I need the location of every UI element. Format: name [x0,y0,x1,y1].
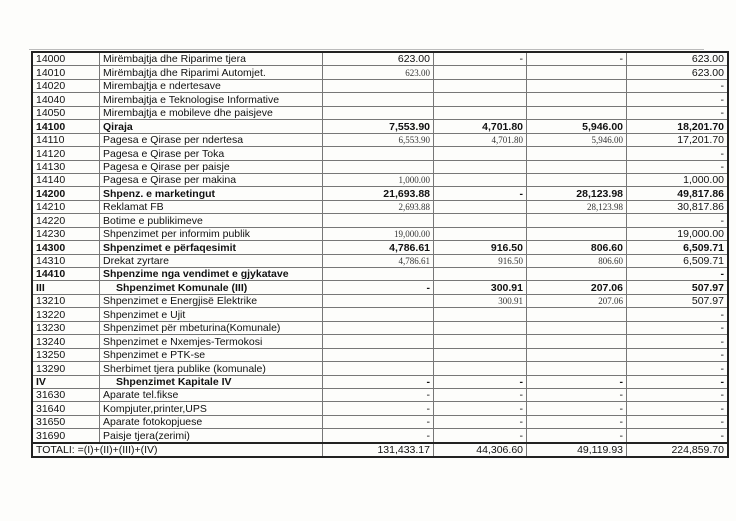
account-description: Shpenzime nga vendimet e gjykatave [100,268,323,281]
account-description: Shpenzimet e Ujit [100,308,323,321]
amount-col-3 [527,160,627,173]
account-description: Qiraja [100,120,323,133]
account-description: Sherbimet tjera publike (komunale) [100,362,323,375]
account-code: 14050 [32,106,100,119]
amount-col-1 [323,106,434,119]
account-code: 13290 [32,362,100,375]
amount-col-1 [323,362,434,375]
amount-col-3: 207.06 [527,281,627,294]
amount-col-1: 19,000.00 [323,227,434,240]
account-description: Shpenzimet Komunale (III) [100,281,323,294]
amount-col-2: - [434,402,527,415]
account-code: 13240 [32,335,100,348]
row-total: - [627,79,729,92]
amount-col-2 [434,93,527,106]
account-description: Shpenzimet e përfaqesimit [100,241,323,254]
amount-col-3: - [527,402,627,415]
amount-col-1 [323,147,434,160]
account-code: 13250 [32,348,100,361]
row-total: - [627,268,729,281]
account-description: Pagesa e Qirase per makina [100,173,323,186]
amount-col-2 [434,335,527,348]
amount-col-2: - [434,388,527,401]
table-row [32,281,728,294]
row-total: - [627,388,729,401]
account-code: IV [32,375,100,388]
account-code: 14110 [32,133,100,146]
total-label: TOTALI: =(I)+(II)+(III)+(IV) [32,443,323,457]
account-description: Aparate tel.fikse [100,388,323,401]
amount-col-2: 4,701.80 [434,120,527,133]
amount-col-2 [434,308,527,321]
account-code: 14140 [32,173,100,186]
account-description: Paisje tjera(zerimi) [100,429,323,443]
account-code: 14040 [32,93,100,106]
amount-col-2 [434,200,527,213]
account-code: 13210 [32,294,100,307]
table-row [32,214,728,227]
amount-col-2 [434,362,527,375]
row-total: 19,000.00 [627,227,729,240]
amount-col-2: 4,701.80 [434,133,527,146]
account-code: 31630 [32,388,100,401]
amount-col-3 [527,66,627,79]
table-row [32,79,728,92]
row-total: - [627,335,729,348]
table-row [32,173,728,186]
amount-col-1 [323,348,434,361]
account-code: 13230 [32,321,100,334]
amount-col-3 [527,335,627,348]
amount-col-3 [527,79,627,92]
amount-col-1 [323,294,434,307]
table-row [32,415,728,428]
amount-col-3 [527,227,627,240]
amount-col-2: 300.91 [434,281,527,294]
row-total: - [627,308,729,321]
account-code: 14220 [32,214,100,227]
account-description: Shpenzimet e Energjisë Elektrike [100,294,323,307]
amount-col-2 [434,214,527,227]
table-row [32,200,728,213]
amount-col-3: - [527,415,627,428]
row-total: - [627,429,729,443]
account-description: Pagesa e Qirase per Toka [100,147,323,160]
row-total: 507.97 [627,281,729,294]
amount-col-3 [527,173,627,186]
amount-col-1: 2,693.88 [323,200,434,213]
amount-col-2: - [434,187,527,200]
amount-col-3 [527,321,627,334]
account-code: 13220 [32,308,100,321]
amount-col-2 [434,106,527,119]
amount-col-3: 806.60 [527,241,627,254]
account-code: III [32,281,100,294]
amount-col-2 [434,160,527,173]
amount-col-1: - [323,415,434,428]
amount-col-3: - [527,52,627,66]
table-row [32,268,728,281]
table-row [32,66,728,79]
amount-col-2 [434,348,527,361]
amount-col-1: - [323,402,434,415]
account-description: Reklamat FB [100,200,323,213]
row-total: - [627,362,729,375]
table-row [32,362,728,375]
row-total: - [627,321,729,334]
row-total: - [627,348,729,361]
table-row [32,308,728,321]
account-code: 14000 [32,52,100,66]
table-row [32,52,728,66]
account-description: Kompjuter,printer,UPS [100,402,323,415]
row-total: - [627,402,729,415]
top-rule [29,49,704,50]
row-total: 30,817.86 [627,200,729,213]
row-total: - [627,214,729,227]
row-total: - [627,415,729,428]
amount-col-3 [527,147,627,160]
amount-col-3: 49,119.93 [527,443,627,457]
account-description: Shpenzimet e Nxemjes-Termokosi [100,335,323,348]
budget-expense-table [31,51,729,458]
table-row [32,429,728,443]
account-description: Mirembajtja e ndertesave [100,79,323,92]
row-total: 507.97 [627,294,729,307]
budget-table-body [32,52,728,457]
amount-col-1 [323,268,434,281]
amount-col-1 [323,79,434,92]
amount-col-1 [323,308,434,321]
account-code: 14210 [32,200,100,213]
amount-col-3: 5,946.00 [527,133,627,146]
amount-col-1: 4,786.61 [323,254,434,267]
account-description: Drekat zyrtare [100,254,323,267]
row-total: - [627,106,729,119]
amount-col-2: - [434,52,527,66]
amount-col-1 [323,335,434,348]
amount-col-1: 4,786.61 [323,241,434,254]
account-code: 31650 [32,415,100,428]
account-code: 14010 [32,66,100,79]
amount-col-1: - [323,429,434,443]
amount-col-3 [527,214,627,227]
amount-col-2 [434,173,527,186]
amount-col-3 [527,362,627,375]
account-code: 14200 [32,187,100,200]
account-description: Mirëmbajtja dhe Riparimi Automjet. [100,66,323,79]
amount-col-1: 6,553.90 [323,133,434,146]
table-row [32,294,728,307]
amount-col-3: 5,946.00 [527,120,627,133]
row-total: 6,509.71 [627,254,729,267]
table-row [32,187,728,200]
row-total: 623.00 [627,66,729,79]
row-total: - [627,93,729,106]
amount-col-3: 28,123.98 [527,187,627,200]
table-row [32,120,728,133]
table-row [32,227,728,240]
account-description: Shpenzimet Kapitale IV [100,375,323,388]
table-row [32,402,728,415]
table-row [32,375,728,388]
account-code: 14310 [32,254,100,267]
row-total: 224,859.70 [627,443,729,457]
table-row [32,321,728,334]
row-total: - [627,160,729,173]
amount-col-1 [323,214,434,227]
amount-col-1: 7,553.90 [323,120,434,133]
amount-col-2: - [434,375,527,388]
account-code: 14410 [32,268,100,281]
amount-col-3 [527,348,627,361]
account-code: 31690 [32,429,100,443]
account-code: 14020 [32,79,100,92]
account-description: Pagesa e Qirase per ndertesa [100,133,323,146]
amount-col-2 [434,66,527,79]
amount-col-1: 21,693.88 [323,187,434,200]
row-total: - [627,147,729,160]
amount-col-3: 806.60 [527,254,627,267]
row-total: 49,817.86 [627,187,729,200]
amount-col-3 [527,268,627,281]
amount-col-3: - [527,388,627,401]
account-description: Mirembajtja e mobileve dhe paisjeve [100,106,323,119]
amount-col-1: 623.00 [323,52,434,66]
table-row [32,348,728,361]
amount-col-2 [434,227,527,240]
table-row [32,388,728,401]
table-row [32,160,728,173]
row-total: 17,201.70 [627,133,729,146]
amount-col-3: - [527,429,627,443]
table-row [32,335,728,348]
amount-col-2: 916.50 [434,241,527,254]
amount-col-3: 207.06 [527,294,627,307]
amount-col-2: - [434,415,527,428]
row-total: 1,000.00 [627,173,729,186]
account-description: Shpenzimet per informim publik [100,227,323,240]
amount-col-3: - [527,375,627,388]
account-code: 31640 [32,402,100,415]
table-row [32,241,728,254]
account-description: Shpenzimet për mbeturina(Komunale) [100,321,323,334]
amount-col-1: - [323,388,434,401]
row-total: 18,201.70 [627,120,729,133]
table-row [32,133,728,146]
amount-col-2 [434,147,527,160]
account-code: 14230 [32,227,100,240]
amount-col-3: 28,123.98 [527,200,627,213]
account-code: 14300 [32,241,100,254]
row-total: - [627,375,729,388]
amount-col-3 [527,93,627,106]
amount-col-3 [527,106,627,119]
row-total: 623.00 [627,52,729,66]
account-description: Aparate fotokopjuese [100,415,323,428]
table-row [32,147,728,160]
amount-col-1: - [323,375,434,388]
table-row [32,443,728,457]
amount-col-2 [434,79,527,92]
account-description: Botime e publikimeve [100,214,323,227]
account-description: Shpenzimet e PTK-se [100,348,323,361]
amount-col-2: 44,306.60 [434,443,527,457]
amount-col-2: 916.50 [434,254,527,267]
amount-col-2 [434,321,527,334]
amount-col-1: 1,000.00 [323,173,434,186]
amount-col-1: 623.00 [323,66,434,79]
amount-col-1: 131,433.17 [323,443,434,457]
amount-col-1 [323,321,434,334]
amount-col-1 [323,93,434,106]
table-row [32,254,728,267]
account-description: Mirembajtja e Teknologise Informative [100,93,323,106]
account-description: Shpenz. e marketingut [100,187,323,200]
row-total: 6,509.71 [627,241,729,254]
table-row [32,93,728,106]
amount-col-2: 300.91 [434,294,527,307]
amount-col-2 [434,268,527,281]
table-row [32,106,728,119]
amount-col-1 [323,160,434,173]
amount-col-3 [527,308,627,321]
account-code: 14130 [32,160,100,173]
account-description: Mirëmbajtja dhe Riparime tjera [100,52,323,66]
amount-col-1: - [323,281,434,294]
account-description: Pagesa e Qirase per paisje [100,160,323,173]
account-code: 14120 [32,147,100,160]
account-code: 14100 [32,120,100,133]
amount-col-2: - [434,429,527,443]
